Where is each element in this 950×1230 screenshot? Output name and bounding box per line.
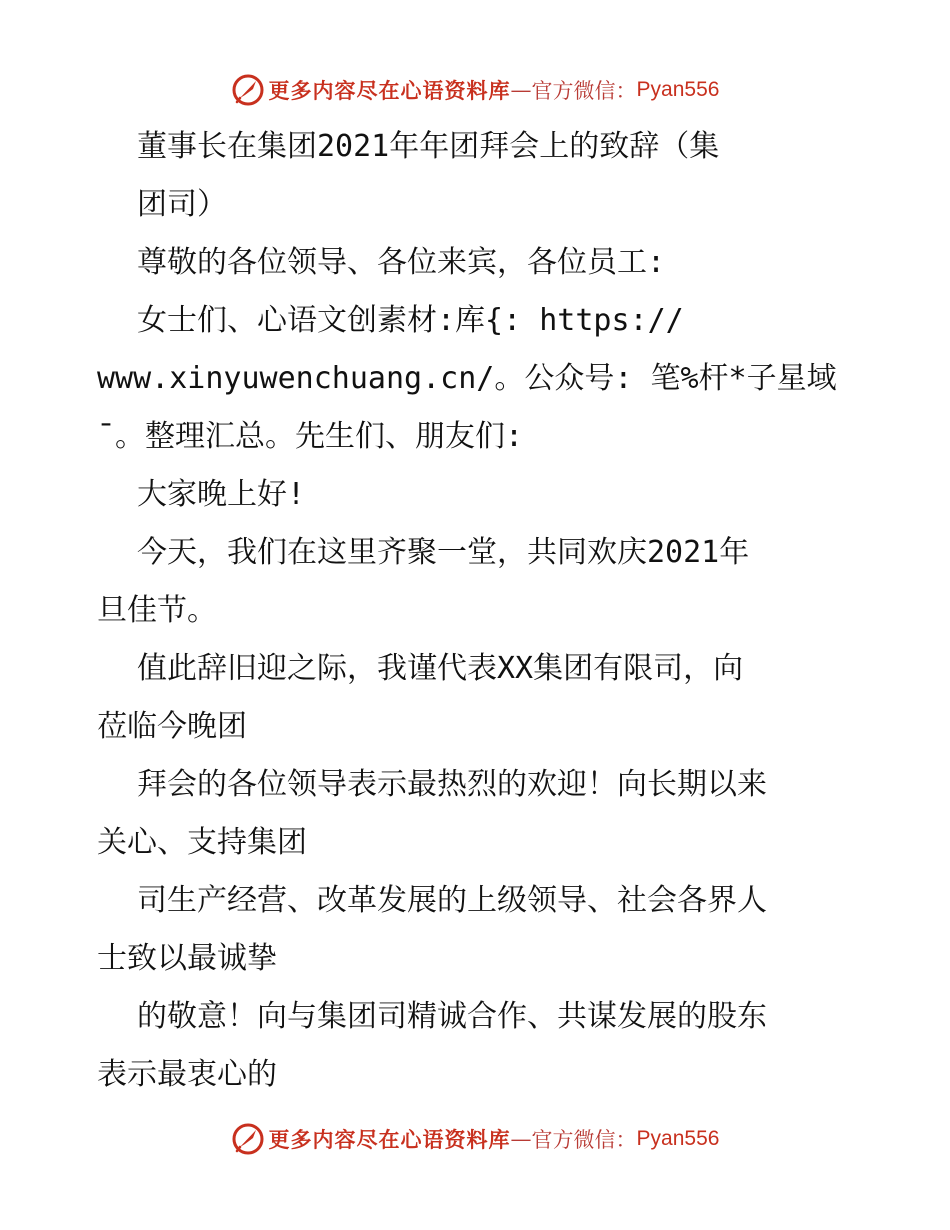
text-line: 的敬意！向与集团司精诚合作、共谋发展的股东 [137,999,767,1034]
text-line: 团司） [137,187,227,222]
text-line: 大家晚上好! [137,477,306,512]
text-line: 拜会的各位领导表示最热烈的欢迎！向长期以来 [137,767,767,802]
text-line: 莅临今晚团 [97,709,247,744]
banner-wechat-label: 官方微信： [531,1128,637,1152]
text-line: 表示最衷心的 [97,1057,277,1092]
text-line: ˉ。整理汇总。先生们、朋友们: [97,419,524,454]
header-banner [0,72,950,108]
banner-brand: 更多内容尽在心语资料库 [268,78,511,103]
text-line: 司生产经营、改革发展的上级领导、社会各界人 [137,883,767,918]
text-line: 董事长在集团2021年年团拜会上的致辞（集 [137,129,720,164]
quill-logo-icon [231,73,265,107]
footer-banner [0,1121,950,1157]
text-line: 今天，我们在这里齐聚一堂，共同欢庆2021年 [137,535,750,570]
banner-dash: — [510,78,532,102]
text-line: 尊敬的各位领导、各位来宾，各位员工: [137,245,666,280]
text-line: 值此辞旧迎之际，我谨代表XX集团有限司，向 [137,651,744,686]
document-body [97,118,857,1104]
text-line: 女士们、心语文创素材:库{: https:// [137,303,684,338]
banner-wechat-id: Pyan556 [636,1127,720,1150]
text-line: 关心、支持集团 [97,825,307,860]
banner-dash: — [510,1127,532,1151]
text-line: 士致以最诚挚 [97,941,277,976]
text-line: www.xinyuwenchuang.cn/。公众号: 笔%杆*子星域 [97,361,837,396]
text-line: 旦佳节。 [97,593,217,628]
banner-brand: 更多内容尽在心语资料库 [268,1127,511,1152]
banner-wechat-label: 官方微信： [531,79,637,103]
quill-logo-icon [231,1122,265,1156]
banner-wechat-id: Pyan556 [636,78,720,101]
